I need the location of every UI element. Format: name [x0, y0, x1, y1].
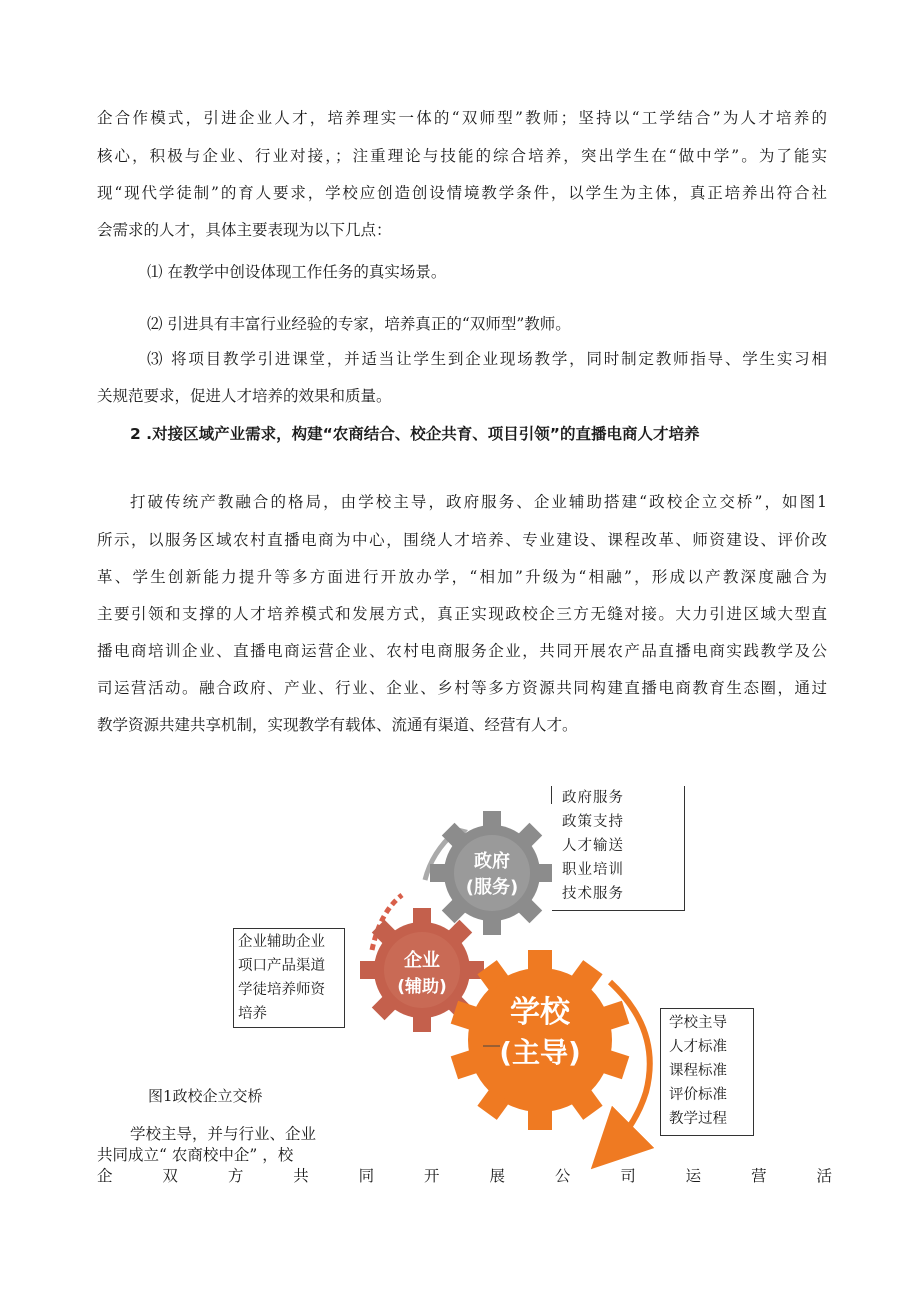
tail-line-1: 学校主导，并与行业、企业 [130, 1125, 317, 1143]
paragraph-1-line-2: 核心，积极与企业、行业对接，；注重理论与技能的综合培养，突出学生在“做中学”。为了能实 [97, 147, 827, 165]
school-box-line-1: 学校主导 [669, 1015, 727, 1031]
ent-box-line-3: 学徒培养师资 [238, 982, 325, 998]
gov-box-line-3: 人才输送 [562, 838, 624, 854]
gear-government-icon [430, 811, 554, 935]
school-box-line-3: 课程标准 [669, 1063, 727, 1079]
gov-box-line-2: 政策支持 [562, 814, 624, 830]
ent-box-line-4: 培养 [238, 1006, 267, 1022]
paragraph-2-line-4: 主要引领和支撑的人才培养模式和发展方式，真正实现政校企三方无缝对接。大力引进区域大型直 [97, 605, 827, 623]
list-item-2: ⑵ 引进具有丰富行业经验的专家，培养真正的“双师型”教师。 [147, 315, 571, 333]
gear-school-label-1: 学校 [510, 995, 570, 1030]
figure-caption: 图1政校企立交桥 [148, 1087, 263, 1105]
gov-box-line-4: 职业培训 [562, 862, 624, 878]
school-box-line-4: 评价标准 [669, 1087, 727, 1103]
gear-ent-label-2: (辅助) [397, 977, 447, 997]
paragraph-2-line-3: 革、学生创新能力提升等多方面进行开放办学，“相加”升级为“相融”，形成以产教深度融合为 [97, 568, 827, 586]
paragraph-2-line-5: 播电商培训企业、直播电商运营企业、农村电商服务企业，共同开展农产品直播电商实践教学及公 [97, 642, 827, 660]
paragraph-2-line-2: 所示，以服务区域农村直播电商为中心，围绕人才培养、专业建设、课程改革、师资建设、评价改 [97, 531, 827, 549]
school-box-line-5: 教学过程 [669, 1111, 727, 1127]
paragraph-2-line-6: 司运营活动。融合政府、产业、行业、企业、乡村等多方资源共同构建直播电商教育生态圈，通过 [97, 679, 827, 697]
enterprise-box [233, 928, 345, 1028]
gear-gov-label-2: (服务) [465, 877, 519, 898]
paragraph-2-line-1: 打破传统产教融合的格局，由学校主导，政府服务、企业辅助搭建“政校企立交桥”，如图1 [130, 493, 827, 511]
list-item-3-line-1: ⑶ 将项目教学引进课堂，并适当让学生到企业现场教学，同时制定教师指导、学生实习相 [147, 350, 827, 368]
gear-school-label-2: (主导) [499, 1036, 581, 1069]
gov-box-line-1: 政府服务 [562, 790, 624, 806]
ent-box-line-2: 项口产品渠道 [238, 958, 325, 974]
paragraph-2-line-7: 教学资源共建共享机制，实现教学有载体、流通有渠道、经营有人才。 [97, 716, 578, 734]
list-item-3-line-2: 关规范要求，促进人才培养的效果和质量。 [97, 387, 392, 405]
gov-box-line-5: 技术服务 [562, 886, 624, 902]
paragraph-1-line-1: 企合作模式，引进企业人才，培养理实一体的“双师型”教师；坚持以“工学结合”为人才培养的 [97, 109, 827, 127]
school-box [660, 1008, 754, 1136]
list-item-1: ⑴ 在教学中创设体现工作任务的真实场景。 [147, 263, 447, 281]
gear-gov-label-1: 政府 [474, 851, 510, 872]
school-box-line-2: 人才标准 [669, 1039, 727, 1055]
tail-line-2: 共同成立“ 农商校中企” ，校 [97, 1146, 294, 1164]
paragraph-1-line-3: 现“现代学徒制”的育人要求，学校应创造创设情境教学条件，以学生为主体，真正培养出符合社 [97, 184, 827, 202]
ent-box-line-1: 企业辅助企业 [238, 934, 325, 950]
section-heading-2: 2 .对接区域产业需求，构建“农商结合、校企共育、项目引领”的直播电商人才培养 [130, 425, 700, 443]
gear-ent-label-1: 企业 [404, 950, 440, 971]
government-box [552, 786, 685, 911]
paragraph-1-line-4: 会需求的人才，具体主要表现为以下几点： [97, 221, 392, 239]
tail-line-3: 企 双 方 共 同 开 展 公 司 运 营 活 [97, 1167, 832, 1185]
